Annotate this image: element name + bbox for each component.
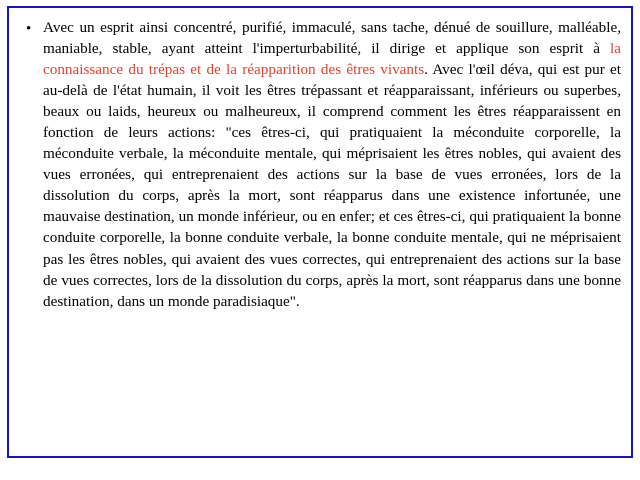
- list-item: [17, 17, 621, 312]
- content-text-frame[interactable]: [7, 6, 633, 458]
- paragraph-body: [43, 17, 621, 312]
- text-segment-highlight: la connaissance du trépas et de la réapparition des êtres vivants: [43, 40, 621, 79]
- bullet-point-icon: •: [26, 20, 32, 37]
- text-segment-intro: Avec un esprit ainsi concentré, purifié, immaculé, sans tache, dénué de souillure, malléable, maniable, stable, ayant atteint l'imperturbabilité, il dirige et applique son esprit à: [43, 19, 621, 58]
- text-segment-rest: . Avec l'œil déva, qui est pur et au-delà de l'état humain, il voit les êtres trépassant et réapparaissant, inférieurs ou superbes, beaux ou laids, heureux ou malheureux, il comprend comment les êtres réapparaissent en fonction de leurs actions: "ces êtres-ci, qui pratiquaient la méconduite corporelle, la méconduite verbale, la méconduite mentale, qui méprisaient les êtres nobles, qui avaient des vues erronées, qui entreprenaient des actions sur la base de vues erronées, lors de la dissolution du corps, après la mort, sont réapparus dans une existence infortunée, une mauvaise destination, un monde inférieur, ou en enfer; et ces êtres-ci, qui pratiquaient la bonne conduite corporelle, la bonne conduite verbale, la bonne conduite mentale, qui ne méprisaient pas les êtres nobles, qui avaient des vues correctes, qui entreprenaient des actions sur la base de vues correctes, lors de la dissolution du corps, après la mort, sont réapparus dans une bonne destination, dans un monde paradisiaque".: [43, 61, 622, 310]
- bullet-list: [9, 8, 631, 312]
